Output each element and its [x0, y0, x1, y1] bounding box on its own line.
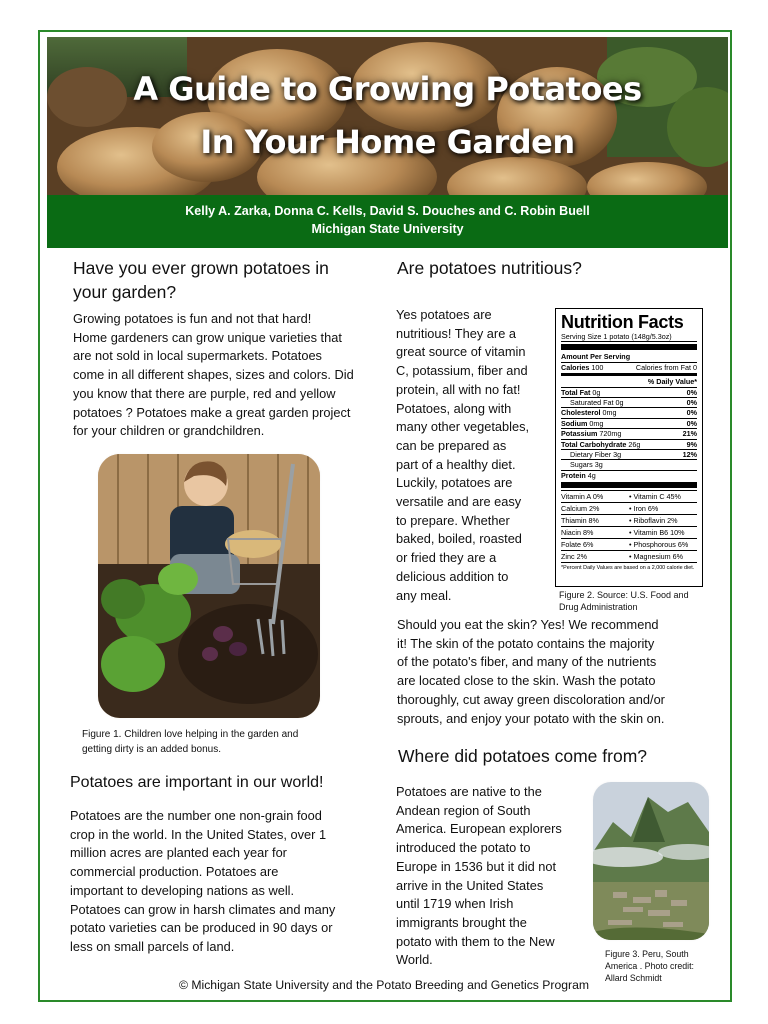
guide-title-line1: A Guide to Growing Potatoes	[133, 70, 642, 108]
nutrient-label: Saturated Fat 0g	[570, 398, 624, 408]
text-line: important to developing nations as well.	[70, 882, 295, 898]
nutrition-footnote: *Percent Daily Values are based on a 2,000 calorie diet.	[561, 562, 697, 572]
vitamin-value: Folate 6%	[561, 540, 594, 550]
vitamin-value: • Vitamin C 45%	[629, 492, 681, 502]
author-affiliation: Michigan State University	[311, 222, 464, 236]
text-line: World.	[396, 952, 433, 968]
text-line: Potatoes are native to the	[396, 784, 542, 799]
calories-fat: Calories from Fat 0	[635, 362, 697, 372]
nutrient-row	[561, 428, 697, 438]
text-line: Potatoes, along with	[396, 400, 512, 416]
text-line: C, potassium, fiber and	[396, 363, 528, 379]
text-line: immigrants brought the	[396, 914, 527, 930]
text-line: potato with them to the New	[396, 933, 555, 949]
calories-label: Calories	[561, 362, 590, 372]
nutrient-row	[561, 459, 697, 469]
nutrient-daily-value: 0%	[686, 418, 697, 428]
text-line: for your children or grandchildren.	[73, 423, 265, 439]
text-line: Should you eat the skin? Yes! We recommend	[397, 617, 659, 632]
nutrient-row	[561, 439, 697, 449]
child-garden-photo	[98, 454, 320, 718]
nutrient-label: Total Carbohydrate 26g	[561, 439, 641, 449]
calories-value: 100	[591, 362, 604, 372]
text-line: baked, boiled, roasted	[396, 531, 522, 547]
nutrient-daily-value: 9%	[686, 439, 697, 449]
nutrient-label: Sodium 0mg	[561, 418, 604, 428]
nutrient-label: Sugars 3g	[570, 460, 603, 470]
text-line: thoroughly, cut away green discoloration and/or	[397, 691, 665, 707]
text-line: are not sold in local supermarkets. Potatoes	[73, 348, 322, 364]
vitamin-value: • Iron 6%	[629, 504, 659, 514]
nutrient-label: Protein 4g	[561, 470, 596, 480]
text-line: Growing potatoes is fun and not that hard!	[73, 311, 312, 326]
serving-size-row	[561, 332, 697, 342]
amount-per-serving	[561, 352, 697, 361]
text-line: or fried they are a	[396, 550, 497, 566]
author-names: Kelly A. Zarka, Donna C. Kells, David S. Douches and C. Robin Buell	[185, 204, 590, 218]
text-line: come in all different shapes, sizes and colors. Did	[73, 367, 354, 383]
peru-photo	[593, 782, 709, 940]
vitamin-row	[561, 550, 697, 562]
text-line: Luckily, potatoes are	[396, 475, 513, 491]
intro-paragraph	[73, 310, 393, 441]
text-line: Andean region of South	[396, 802, 531, 818]
nutrient-row	[561, 418, 697, 428]
text-line: can be prepared as	[396, 437, 507, 453]
figure1-caption	[82, 727, 298, 757]
vitamin-rows	[561, 490, 697, 562]
text-line: delicious addition to	[396, 568, 509, 584]
vitamin-row	[561, 526, 697, 538]
nutrition-title: Nutrition Facts	[561, 312, 684, 332]
nutrient-daily-value: 21%	[682, 429, 697, 439]
nutrient-row	[561, 449, 697, 459]
vitamin-row	[561, 490, 697, 502]
text-line: to prepare. Whether	[396, 512, 510, 528]
text-line: potatoes ? Potatoes make a great garden project	[73, 404, 351, 420]
nutrient-row	[561, 397, 697, 407]
heading-important: Potatoes are important in our world!	[70, 774, 324, 791]
caption-line: Figure 2. Source: U.S. Food and	[559, 590, 689, 600]
guide-title-line2: In Your Home Garden	[200, 123, 575, 161]
nutrient-rows	[561, 387, 697, 481]
text-line: protein, all with no fat!	[396, 381, 521, 397]
text-line: arrive in the United States	[396, 877, 544, 893]
text-line: it! The skin of the potato contains the majority	[397, 635, 655, 651]
nutrient-daily-value	[671, 460, 697, 469]
origin-paragraph	[396, 783, 586, 970]
caption-line: Drug Administration	[559, 602, 638, 612]
text-line: America. European explorers	[396, 821, 562, 837]
text-line: Home gardeners can grow unique varieties that	[73, 329, 342, 345]
nutrient-row	[561, 407, 697, 417]
caption-line: getting dirty is an added bonus.	[82, 744, 221, 755]
caption-line: America . Photo credit:	[605, 961, 694, 971]
text-line: of the potato's fiber, and many of the nutrients	[397, 654, 657, 670]
text-line: commercial production. Potatoes are	[70, 864, 279, 880]
text-line: versatile and are easy	[396, 494, 522, 510]
heading-origin: Where did potatoes come from?	[398, 746, 648, 766]
vitamin-value: • Phosphorous 6%	[629, 540, 689, 550]
heading-line: your garden?	[73, 282, 177, 302]
nutrient-label: Dietary Fiber 3g	[570, 450, 622, 460]
text-line: Potatoes are the number one non-grain food	[70, 808, 322, 823]
text-line: are located close to the skin. Wash the potato	[397, 673, 656, 689]
importance-paragraph	[70, 807, 390, 957]
text-line: nutritious! They are a	[396, 325, 516, 341]
vitamin-value: Niacin 8%	[561, 528, 594, 538]
nutrient-daily-value: 0%	[686, 398, 697, 408]
vitamin-row	[561, 502, 697, 514]
hero-banner	[47, 37, 728, 195]
nutrient-label: Potassium 720mg	[561, 429, 622, 439]
vitamin-value: • Vitamin B6 10%	[629, 528, 685, 538]
vitamin-row	[561, 538, 697, 550]
nutrient-daily-value: 12%	[682, 450, 697, 460]
nutrient-daily-value: 0%	[686, 387, 697, 397]
dv-header: % Daily Value*	[647, 377, 697, 387]
text-line: less on small parcels of land.	[70, 938, 235, 954]
nutrition-facts-panel	[555, 308, 703, 587]
text-line: crop in the world. In the United States, over 1	[70, 826, 327, 842]
text-line: million acres are planted each year for	[70, 845, 287, 861]
vitamin-value: • Riboflavin 2%	[629, 516, 678, 526]
heading-grown-potatoes	[73, 256, 329, 304]
text-line: Potatoes can grow in harsh climates and many	[70, 901, 336, 917]
text-line: Europe in 1536 but it did not	[396, 858, 557, 874]
heading-nutritious: Are potatoes nutritious?	[397, 258, 582, 278]
nutrient-row	[561, 470, 697, 480]
vitamin-row	[561, 514, 697, 526]
divider	[561, 373, 697, 376]
caption-line: Figure 1. Children love helping in the garden and	[82, 729, 299, 740]
text-line: sprouts, and enjoy your potato with the skin on.	[397, 710, 665, 726]
text-line: introduced the potato to	[396, 840, 531, 856]
heading-line: Have you ever grown potatoes in	[73, 258, 329, 278]
text-line: until 1719 when Irish	[396, 896, 514, 912]
caption-line: Figure 3. Peru, South	[605, 949, 689, 959]
caption-line: Allard Schmidt	[605, 973, 662, 983]
copyright-footer: © Michigan State University and the Potato Breeding and Genetics Program	[178, 978, 590, 992]
text-line: great source of vitamin	[396, 344, 526, 360]
text-line: Yes potatoes are	[396, 307, 492, 322]
amount-label: Amount Per Serving	[561, 352, 631, 362]
text-line: any meal.	[396, 587, 452, 603]
nutrient-daily-value: 0%	[686, 408, 697, 418]
text-line: part of a healthy diet.	[396, 456, 516, 472]
text-line: you know that there are purple, red and yellow	[73, 385, 336, 401]
divider	[561, 344, 697, 350]
vitamin-value: • Magnesium 6%	[629, 552, 684, 562]
vitamin-value: Thiamin 8%	[561, 516, 599, 526]
author-bar	[47, 195, 728, 248]
vitamin-value: Vitamin A 0%	[561, 492, 604, 502]
nutrient-label: Cholesterol 0mg	[561, 408, 617, 418]
text-line: many other vegetables,	[396, 419, 530, 435]
nutrition-paragraph	[396, 306, 556, 605]
vitamin-value: Calcium 2%	[561, 504, 600, 514]
nutrient-label: Total Fat 0g	[561, 387, 601, 397]
serving-label: Serving Size 1 potato	[561, 332, 630, 341]
divider	[561, 482, 697, 488]
dv-header-row	[561, 377, 697, 386]
vitamin-value: Zinc 2%	[561, 552, 587, 562]
nutrient-row	[561, 387, 697, 397]
text-line: potato varieties can be produced in 90 days or	[70, 920, 333, 936]
serving-value: (148g/5.3oz)	[631, 332, 672, 341]
nutrient-daily-value	[671, 471, 697, 480]
skin-paragraph	[397, 616, 717, 728]
calories-row	[561, 362, 697, 372]
figure2-caption	[559, 589, 689, 613]
